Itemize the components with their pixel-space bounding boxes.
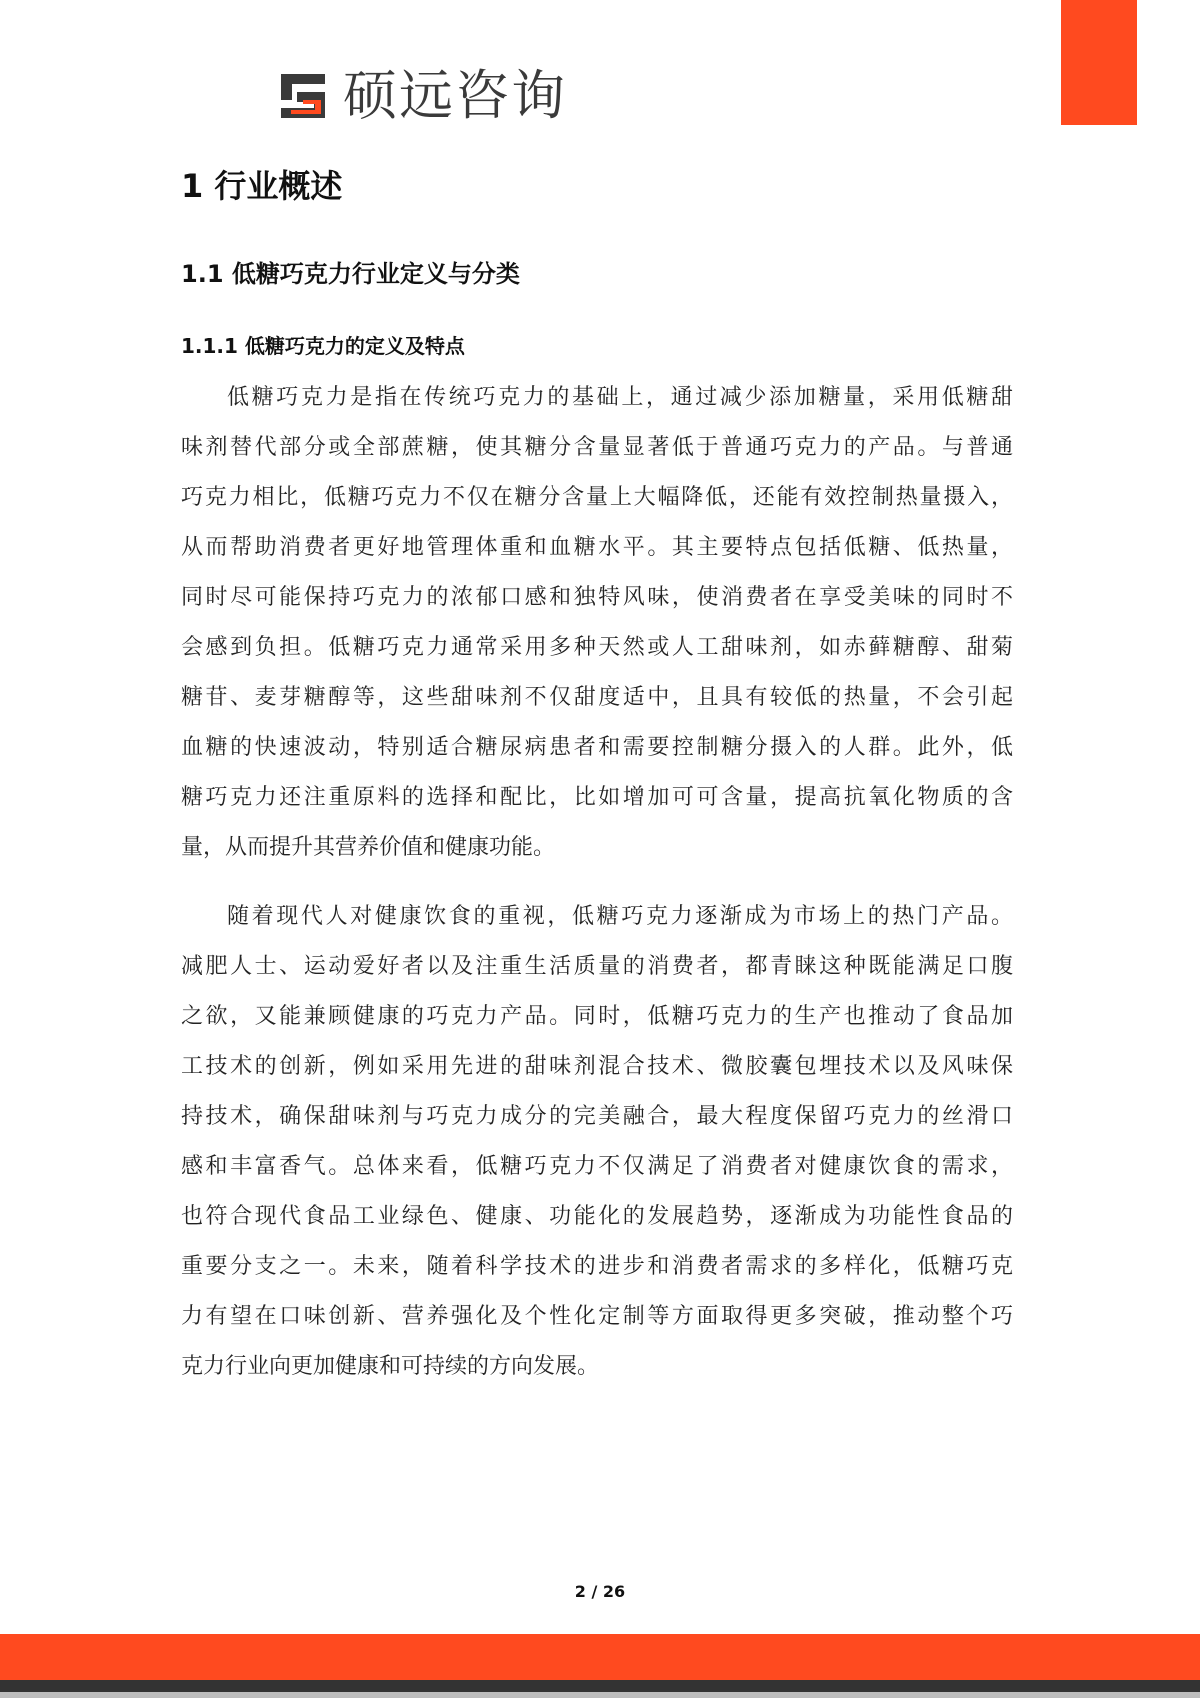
text-line: 巧克力相比，低糖巧克力不仅在糖分含量上大幅降低，还能有效控制热量摄入， bbox=[181, 485, 1013, 510]
text-line: 会感到负担。低糖巧克力通常采用多种天然或人工甜味剂，如赤藓糖醇、甜菊 bbox=[181, 635, 1013, 660]
company-logo bbox=[277, 64, 567, 127]
subsection-heading: 1.1.1 低糖巧克力的定义及特点 bbox=[181, 334, 465, 358]
text-line: 糖巧克力还注重原料的选择和配比，比如增加可可含量，提高抗氧化物质的含 bbox=[181, 785, 1013, 810]
text-line: 从而帮助消费者更好地管理体重和血糖水平。其主要特点包括低糖、低热量， bbox=[181, 535, 1013, 560]
text-line: 力有望在口味创新、营养强化及个性化定制等方面取得更多突破，推动整个巧 bbox=[181, 1304, 1013, 1329]
text-line: 血糖的快速波动，特别适合糖尿病患者和需要控制糖分摄入的人群。此外，低 bbox=[181, 735, 1013, 760]
text-line: 减肥人士、运动爱好者以及注重生活质量的消费者，都青睐这种既能满足口腹 bbox=[181, 954, 1013, 979]
text-line: 工技术的创新，例如采用先进的甜味剂混合技术、微胶囊包埋技术以及风味保 bbox=[181, 1054, 1013, 1079]
footer-accent-bar bbox=[0, 1634, 1200, 1680]
paragraph-market-trend bbox=[181, 892, 1013, 1392]
logo-text: 硕远咨询 bbox=[343, 64, 567, 127]
text-line: 量，从而提升其营养价值和健康功能。 bbox=[181, 835, 556, 860]
text-line: 糖苷、麦芽糖醇等，这些甜味剂不仅甜度适中，且具有较低的热量，不会引起 bbox=[181, 685, 1013, 710]
chapter-heading: 1 行业概述 bbox=[181, 167, 343, 205]
section-heading: 1.1 低糖巧克力行业定义与分类 bbox=[181, 260, 520, 288]
text-line: 随着现代人对健康饮食的重视，低糖巧克力逐渐成为市场上的热门产品。 bbox=[227, 904, 1013, 929]
footer-gray-bar bbox=[0, 1692, 1200, 1698]
text-line: 持技术，确保甜味剂与巧克力成分的完美融合，最大程度保留巧克力的丝滑口 bbox=[181, 1104, 1013, 1129]
text-line: 重要分支之一。未来，随着科学技术的进步和消费者需求的多样化，低糖巧克 bbox=[181, 1254, 1013, 1279]
text-line: 克力行业向更加健康和可持续的方向发展。 bbox=[181, 1354, 600, 1379]
footer-dark-bar bbox=[0, 1680, 1200, 1692]
paragraph-definition bbox=[181, 373, 1013, 873]
page-number: 2 / 26 bbox=[574, 1582, 626, 1601]
text-line: 也符合现代食品工业绿色、健康、功能化的发展趋势，逐渐成为功能性食品的 bbox=[181, 1204, 1013, 1229]
text-line: 感和丰富香气。总体来看，低糖巧克力不仅满足了消费者对健康饮食的需求， bbox=[181, 1154, 1013, 1179]
text-line: 同时尽可能保持巧克力的浓郁口感和独特风味，使消费者在享受美味的同时不 bbox=[181, 585, 1013, 610]
text-line: 之欲，又能兼顾健康的巧克力产品。同时，低糖巧克力的生产也推动了食品加 bbox=[181, 1004, 1013, 1029]
corner-accent-block bbox=[1061, 0, 1137, 125]
text-line: 低糖巧克力是指在传统巧克力的基础上，通过减少添加糖量，采用低糖甜 bbox=[227, 385, 1013, 410]
logo-mark-icon bbox=[277, 70, 329, 122]
text-line: 味剂替代部分或全部蔗糖，使其糖分含量显著低于普通巧克力的产品。与普通 bbox=[181, 435, 1013, 460]
